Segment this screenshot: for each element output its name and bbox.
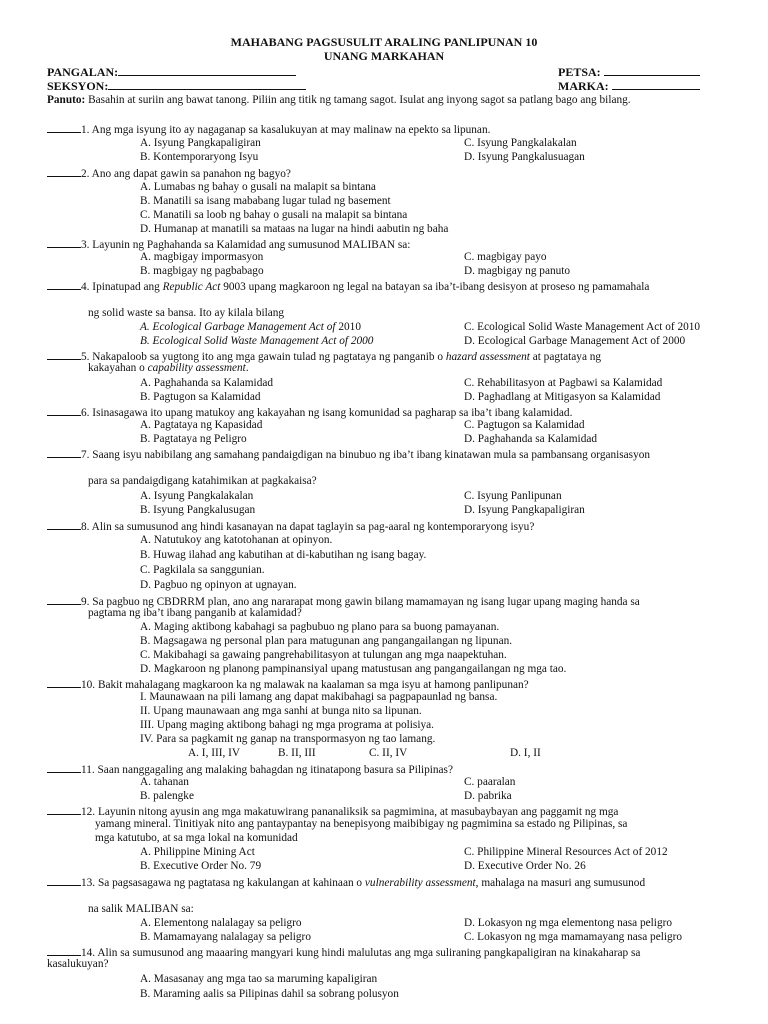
option-d: D. Paghahanda sa Kalamidad xyxy=(464,433,598,445)
option-a: A. Isyung Pangkapaligiran xyxy=(140,137,261,149)
answer-blank-13[interactable] xyxy=(47,874,81,886)
question-text: Alin sa sumusunod ang maaaring mangyari kung hindi malulutas ang mga suliraning pangkapaligiran na kinakaharap sa xyxy=(95,947,641,959)
option-d: D. Ecological Garbage Management Act of 2000 xyxy=(464,335,686,347)
option-d: D. Isyung Pangkalusuagan xyxy=(464,151,585,163)
option-a: A. Maging aktibong kabahagi sa pagbubuo ng plano para sa buong pamayanan. xyxy=(140,621,500,633)
option-b: B. Pagtugon sa Kalamidad xyxy=(140,391,261,403)
question-text: Ipinatupad ang xyxy=(89,281,163,293)
option-a: A. tahanan xyxy=(140,776,189,788)
question-1 xyxy=(47,121,723,137)
option-c: C. Pagtugon sa Kalamidad xyxy=(464,419,585,431)
option-d: D. Executive Order No. 26 xyxy=(464,860,586,872)
answer-blank-11[interactable] xyxy=(47,761,81,773)
option-b: B. Executive Order No. 79 xyxy=(140,860,262,872)
option-c: C. Pagkilala sa sanggunian. xyxy=(140,564,265,576)
question-text: Sa pagbuo ng CBDRRM plan, ano ang nararapat mong gawin bilang mamamayan ng isang lugar upang maging handa sa xyxy=(89,596,640,608)
section-field[interactable] xyxy=(108,78,306,90)
question-number: 2. xyxy=(81,168,90,180)
option-b: B. Pagtataya ng Peligro xyxy=(140,433,247,445)
statement-ii: II. Upang maunawaan ang mga sanhi at bunga nito sa lipunan. xyxy=(140,705,422,717)
question-number: 5. xyxy=(81,351,90,363)
question-7 xyxy=(47,446,723,462)
question-text: 9003 upang magkaroon ng legal na batayan sa iba’t-ibang desisyon at proseso ng pamamahala xyxy=(220,281,650,293)
question-2 xyxy=(47,165,723,181)
continuation-text: kakayahan o xyxy=(88,362,148,374)
instructions xyxy=(47,93,631,107)
option-a: A. Elementong nalalagay sa peligro xyxy=(140,917,302,929)
option-d: D. Isyung Pangkapaligiran xyxy=(464,504,585,516)
answer-blank-12[interactable] xyxy=(47,803,81,815)
option-b: B. Huwag ilahad ang kabutihan at di-kabutihan ng isang bagay. xyxy=(140,549,427,561)
question-text: at pagtataya ng xyxy=(529,351,602,363)
option-d: D. Magkaroon ng planong pampinansiyal upang matustusan ang pangangailangan ng mga tao. xyxy=(140,663,567,675)
option-d: D. magbigay ng panuto xyxy=(464,265,571,277)
question-text: Isinasagawa ito upang matukoy ang kakayahan ng isang komunidad sa pagharap sa iba’t ibang kalamidad. xyxy=(89,407,573,419)
question-text: Alin sa sumusunod ang hindi kasanayan na dapat taglayin sa pag-aaral ng kontemporaryong isyu? xyxy=(89,521,535,533)
option-d: D. pabrika xyxy=(464,790,512,802)
option-a: A. Lumabas ng bahay o gusali na malapit sa bintana xyxy=(140,181,376,193)
question-8 xyxy=(47,518,723,534)
question-text: Sa pagsasagawa ng pagtatasa ng kakulangan at kahinaan o xyxy=(95,877,365,889)
option-d: D. Pagbuo ng opinyon at ugnayan. xyxy=(140,579,297,591)
question-number: 6. xyxy=(81,407,90,419)
option-a: A. magbigay impormasyon xyxy=(140,251,264,263)
option-c: C. Lokasyon ng mga mamamayang nasa peligro xyxy=(464,931,683,943)
option-a: A. I, III, IV xyxy=(188,747,241,759)
question-14 xyxy=(47,944,723,960)
option-c: C. II, IV xyxy=(369,747,408,759)
question-continuation-2: mga katutubo, at sa mga lokal na komunidad xyxy=(95,832,298,844)
answer-blank-5[interactable] xyxy=(47,348,81,360)
option-b: B. Kontemporaryong Isyu xyxy=(140,151,259,163)
question-text: Nakapaloob sa yugtong ito ang mga gawain tulad ng pagtataya ng panganib o xyxy=(89,351,446,363)
option-d: D. Paghadlang at Mitigasyon sa Kalamidad xyxy=(464,391,661,403)
question-text: Ano ang dapat gawin sa panahon ng bagyo? xyxy=(89,168,291,180)
option-b: B. Mamamayang nalalagay sa peligro xyxy=(140,931,311,943)
option-c: C. Manatili sa loob ng bahay o gusali na malapit sa bintana xyxy=(140,209,408,221)
option-a: A. Isyung Pangkalakalan xyxy=(140,490,254,502)
statement-iv: IV. Para sa pagkamit ng ganap na transpormasyon ng tao lamang. xyxy=(140,733,436,745)
option-c: C. Isyung Panlipunan xyxy=(464,490,562,502)
option-year: 2010 xyxy=(335,321,361,333)
answer-blank-4[interactable] xyxy=(47,278,81,290)
option-a xyxy=(140,320,361,334)
option-c: C. Ecological Solid Waste Management Act of 2010 xyxy=(464,321,701,333)
answer-blank-8[interactable] xyxy=(47,518,81,530)
question-number: 4. xyxy=(81,281,90,293)
option-b: B. magbigay ng pagbabago xyxy=(140,265,264,277)
date-label: PETSA: xyxy=(558,65,601,79)
option-b: B. Maraming aalis sa Pilipinas dahil sa sobrang polusyon xyxy=(140,988,399,1000)
section-row xyxy=(47,78,306,93)
question-text: Layunin nitong ayusin ang mga makatuwirang pananaliksik sa pagmimina, at masubaybayan ang paggamit ng mga xyxy=(95,806,619,818)
option-a: A. Philippine Mining Act xyxy=(140,846,255,858)
question-number: 3. xyxy=(81,239,90,251)
question-text: Bakit mahalagang magkaroon ka ng malawak na kaalaman sa mga isyu at hamong panlipunan? xyxy=(95,679,529,691)
question-number: 1. xyxy=(81,124,90,136)
statement-iii: III. Upang maging aktibong bahagi ng mga programa at polisiya. xyxy=(140,719,434,731)
question-number: 10. xyxy=(81,679,96,691)
answer-blank-7[interactable] xyxy=(47,446,81,458)
question-continuation: kakayahan o capability assessment. xyxy=(88,362,249,374)
option-a: A. Masasanay ang mga tao sa maruming kapaligiran xyxy=(140,973,378,985)
question-text-italic: Republic Act xyxy=(162,281,221,293)
question-number: 8. xyxy=(81,521,90,533)
option-b: B. Magsagawa ng personal plan para matugunan ang pangangailangan ng lipunan. xyxy=(140,635,513,647)
option-b: B. Manatili sa isang mababang lugar tulad ng basement xyxy=(140,195,391,207)
score-row xyxy=(558,78,700,93)
question-continuation: ng solid waste sa bansa. Ito ay kilala bilang xyxy=(88,307,285,319)
question-text-italic: hazard assessment xyxy=(445,351,530,363)
question-text: Saang isyu nabibilang ang samahang pandaigdigan na binubuo ng iba’t ibang kinatawan mula sa pambansang organisasyon xyxy=(89,449,651,461)
option-d: D. Lokasyon ng mga elementong nasa peligro xyxy=(464,917,672,929)
date-field[interactable] xyxy=(604,64,700,76)
option-c: C. Rehabilitasyon at Pagbawi sa Kalamidad xyxy=(464,377,663,389)
question-text-italic: vulnerability assessment xyxy=(364,877,476,889)
statement-i: I. Maunawaan na pili lamang ang dapat makibahagi sa pagpapaunlad ng bansa. xyxy=(140,691,498,703)
question-4 xyxy=(47,278,723,294)
option-c: C. Philippine Mineral Resources Act of 2012 xyxy=(464,846,668,858)
option-b: B. Ecological Solid Waste Management Act of 2000 xyxy=(140,335,374,347)
option-a: A. Paghahanda sa Kalamidad xyxy=(140,377,274,389)
option-d: D. I, II xyxy=(510,747,541,759)
question-continuation: yamang mineral. Tinitiyak nito ang pantaypantay na benepisyong maibibigay ng pagmimina sa estado ng Pilipinas, sa xyxy=(95,818,628,830)
option-a: A. Natutukoy ang katotohanan at opinyon. xyxy=(140,534,333,546)
option-b: B. II, III xyxy=(278,747,316,759)
answer-blank-10[interactable] xyxy=(47,676,81,688)
exam-title: MAHABANG PAGSUSULIT ARALING PANLIPUNAN 10 xyxy=(230,35,538,49)
option-d: D. Humanap at manatili sa mataas na lugar na hindi aabutin ng baha xyxy=(140,223,449,235)
exam-subtitle: UNANG MARKAHAN xyxy=(323,49,445,63)
option-text: A. Ecological Garbage Management Act of xyxy=(140,321,336,333)
section-label: SEKSYON: xyxy=(47,79,109,93)
instructions-text: Basahin at suriin ang bawat tanong. Piliin ang titik ng tamang sagot. Isulat ang inyong sagot sa patlang bago ang bilang. xyxy=(85,94,631,106)
score-field[interactable] xyxy=(612,78,700,90)
answer-blank-6[interactable] xyxy=(47,404,81,416)
score-label: MARKA: xyxy=(558,79,609,93)
question-number: 11. xyxy=(81,764,95,776)
question-text: Saan nanggagaling ang malaking bahagdan ng itinatapong basura sa Pilipinas? xyxy=(94,764,453,776)
option-c: C. Makibahagi sa gawaing pangrehabilitasyon at tulungan ang mga naapektuhan. xyxy=(140,649,507,661)
option-c: C. Isyung Pangkalakalan xyxy=(464,137,577,149)
option-c: C. magbigay payo xyxy=(464,251,547,263)
option-c: C. paaralan xyxy=(464,776,516,788)
name-field[interactable] xyxy=(118,64,296,76)
answer-blank-1[interactable] xyxy=(47,121,81,133)
answer-blank-2[interactable] xyxy=(47,165,81,177)
answer-blank-9[interactable] xyxy=(47,593,81,605)
answer-blank-3[interactable] xyxy=(47,236,81,248)
instructions-label: Panuto: xyxy=(47,94,86,106)
question-text: Layunin ng Paghahanda sa Kalamidad ang sumusunod MALIBAN sa: xyxy=(89,239,411,251)
question-number: 9. xyxy=(81,596,90,608)
question-number: 7. xyxy=(81,449,90,461)
question-continuation: pagtama ng iba’t ibang panganib at kalamidad? xyxy=(88,607,302,619)
question-continuation: na salik MALIBAN sa: xyxy=(88,903,194,915)
question-13 xyxy=(47,874,723,890)
question-number: 13. xyxy=(81,877,96,889)
name-label: PANGALAN: xyxy=(47,65,119,79)
option-b: B. Isyung Pangkalusugan xyxy=(140,504,256,516)
question-text: , mahalaga na masuri ang sumusunod xyxy=(475,877,646,889)
continuation-italic: capability assessment xyxy=(147,362,246,374)
option-b: B. palengke xyxy=(140,790,194,802)
answer-blank-14[interactable] xyxy=(47,944,81,956)
question-text: Ang mga isyung ito ay nagaganap sa kasalukuyan at may malinaw na epekto sa lipunan. xyxy=(89,124,491,136)
question-continuation: kasalukuyan? xyxy=(47,958,109,970)
option-a: A. Pagtataya ng Kapasidad xyxy=(140,419,263,431)
question-continuation: para sa pandaigdigang katahimikan at pagkakaisa? xyxy=(88,475,317,487)
question-number: 14. xyxy=(81,947,96,959)
question-number: 12. xyxy=(81,806,96,818)
